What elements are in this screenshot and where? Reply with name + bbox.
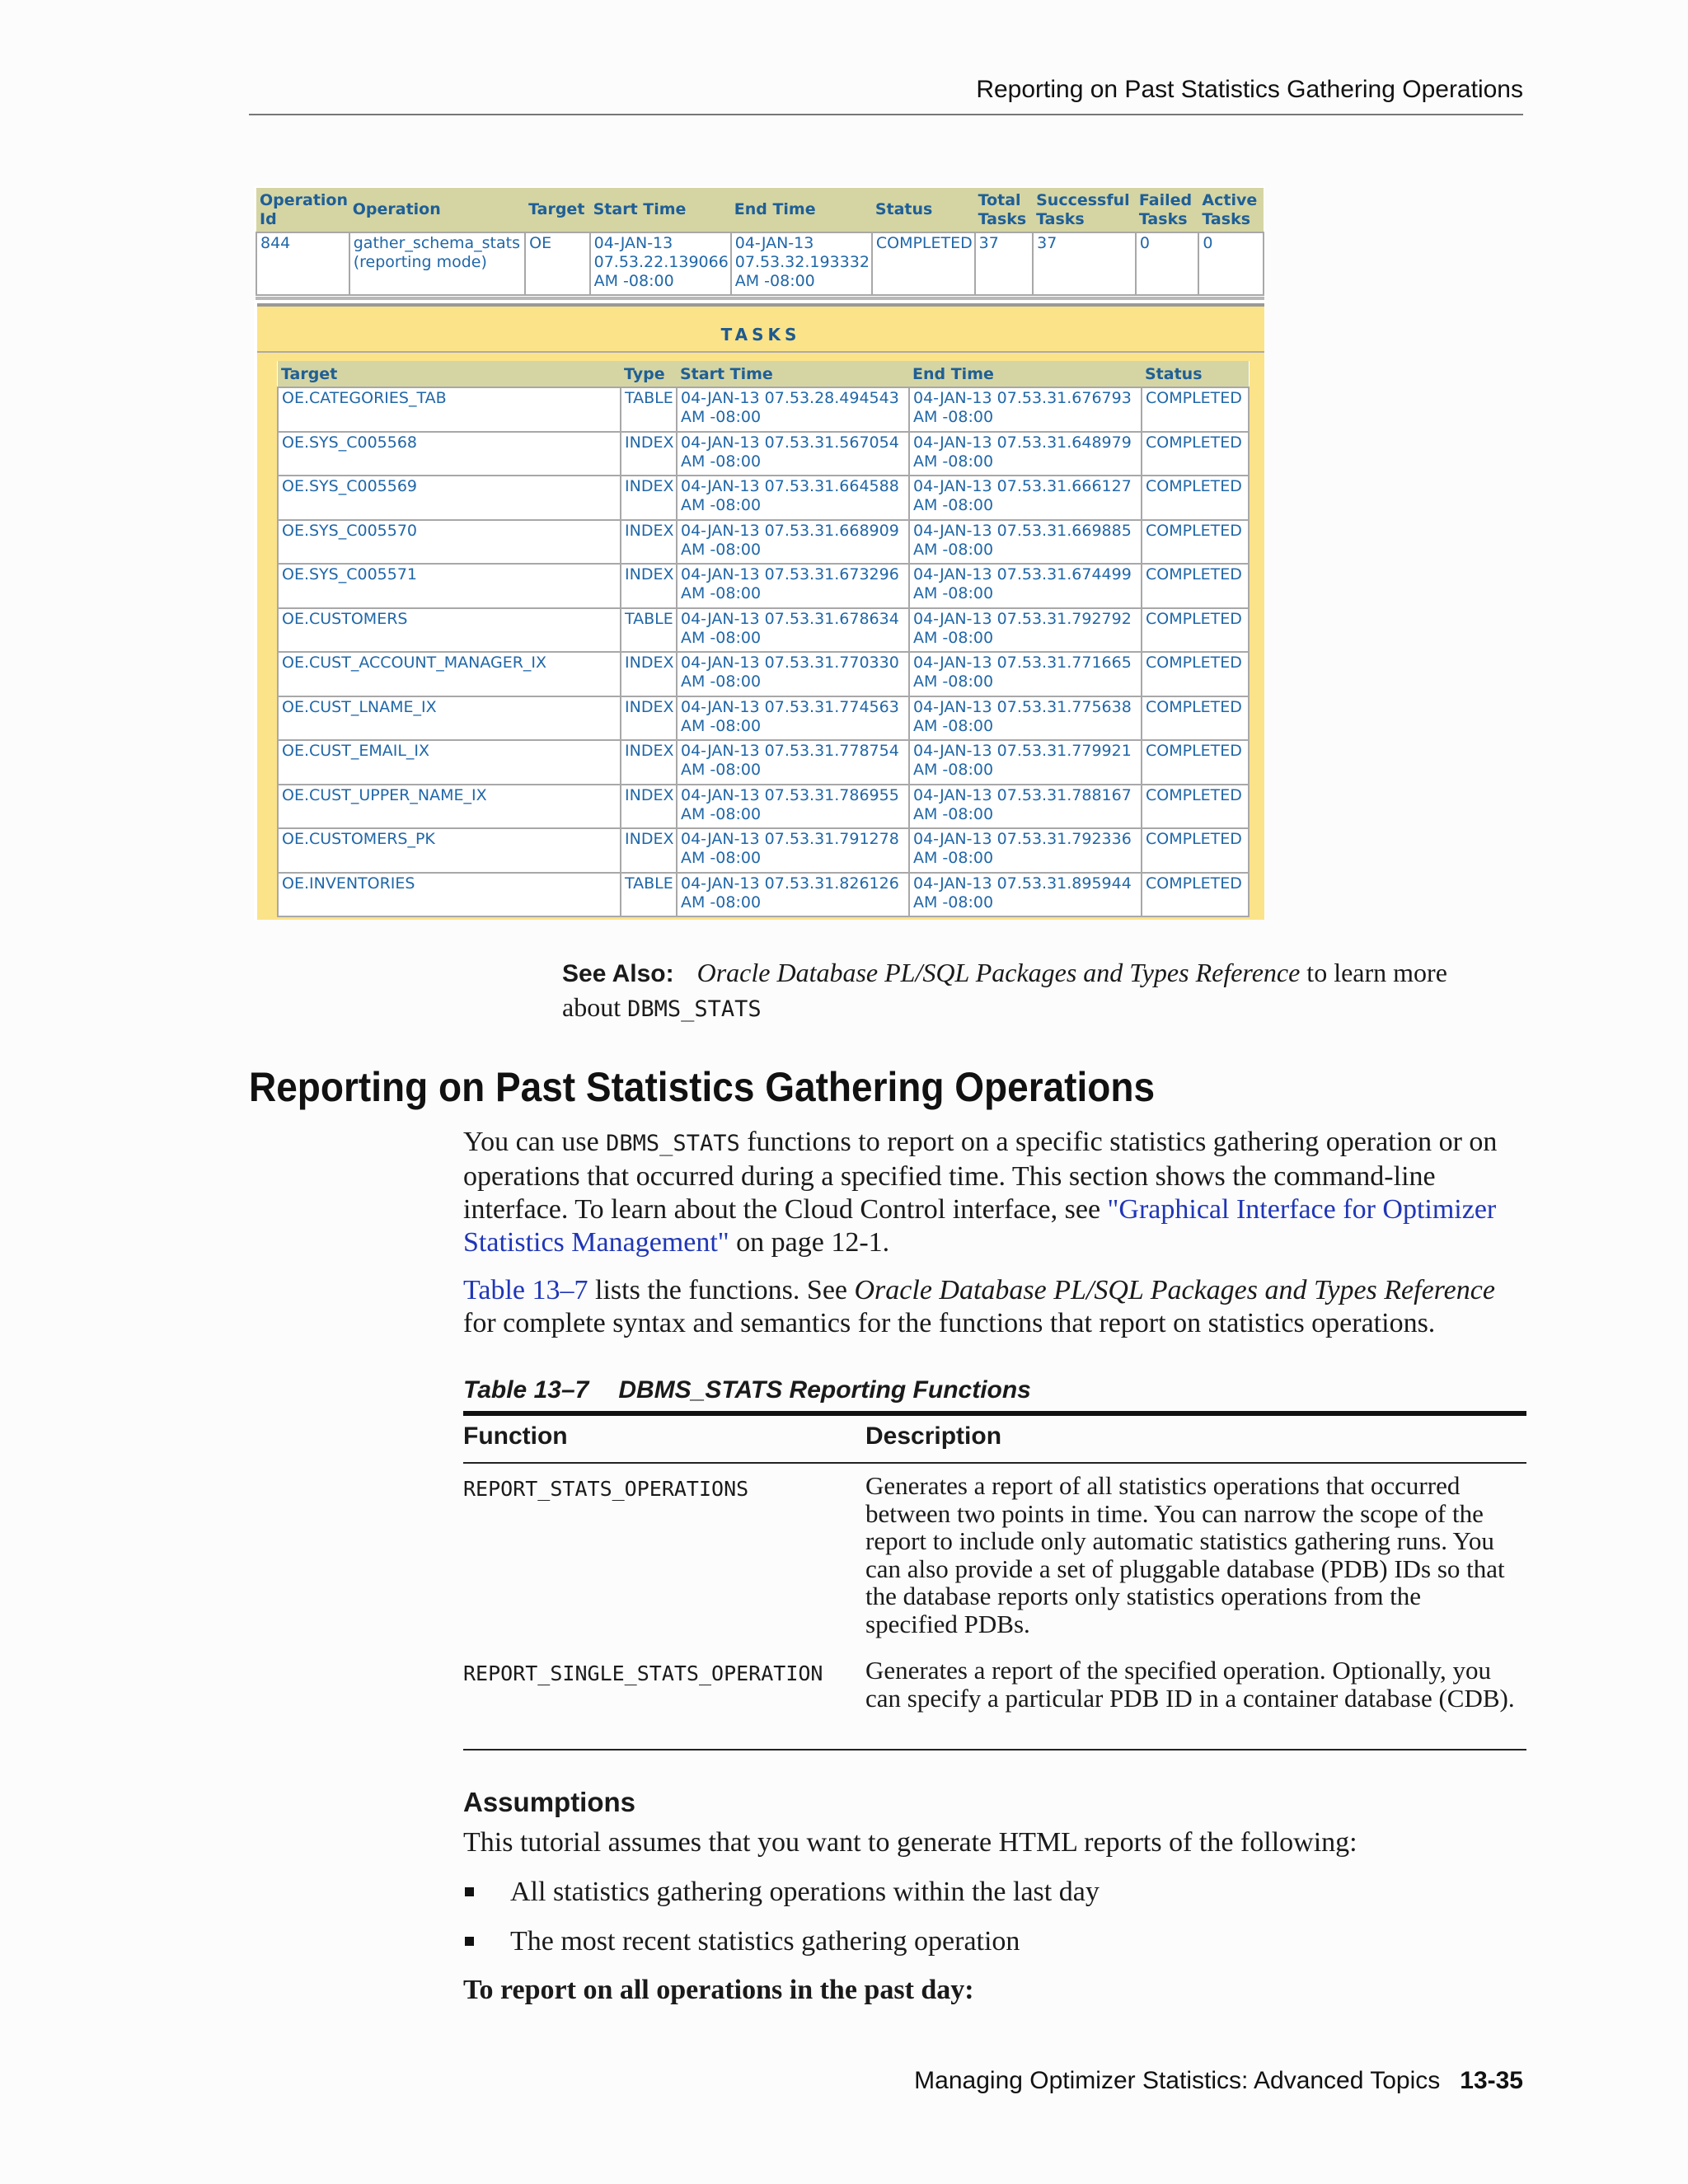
op-active: 0 [1198,232,1264,295]
functions-text-a: lists the functions. See [595,1275,847,1305]
task-type-value: INDEX [625,433,674,452]
task-target-value: OE.SYS_C005568 [282,433,418,452]
op-col-status: Status [872,188,975,232]
intro-paragraph [463,1126,1523,1259]
task-end [909,476,1142,520]
task-start [677,564,909,608]
timezone: AM -08:00 [913,893,994,912]
task-status [1142,520,1249,565]
task-target-value: OE.CATEGORIES_TAB [282,389,447,407]
task-status-value: COMPLETED [1146,389,1242,407]
task-end-value: 04-JAN-13 07.53.31.895944 [913,874,1132,893]
timezone: AM -08:00 [681,496,762,514]
task-end [909,785,1142,829]
timezone: AM -08:00 [913,452,994,471]
task-target [278,785,621,829]
timezone: AM -08:00 [681,804,762,823]
task-target [278,387,621,432]
see-also-text: to learn more about [562,958,1447,1022]
task-end [909,432,1142,476]
task-status-value: COMPLETED [1146,742,1242,760]
task-start-value: 04-JAN-13 07.53.31.567054 [681,433,899,452]
task-start-value: 04-JAN-13 07.53.31.826126 [681,874,899,893]
timezone: AM -08:00 [681,893,762,912]
task-row [278,476,1249,520]
op-operation: gather_schema_stats (reporting mode) [349,232,525,295]
task-target-value: OE.SYS_C005569 [282,477,418,495]
table-top-rule [463,1411,1526,1416]
timezone: AM -08:00 [913,584,994,602]
task-end-value: 04-JAN-13 07.53.31.792336 [913,830,1132,848]
task-end-value: 04-JAN-13 07.53.31.674499 [913,565,1132,583]
task-start-value: 04-JAN-13 07.53.31.774563 [681,697,899,716]
task-target [278,696,621,741]
task-end-value: 04-JAN-13 07.53.31.648979 [913,433,1132,452]
tasks-title: TASKS [720,325,801,344]
table-caption [463,1376,1031,1404]
table-header-rule [463,1462,1526,1464]
task-end-value: 04-JAN-13 07.53.31.666127 [913,477,1132,495]
timezone: AM -08:00 [913,716,994,735]
description-report-stats-operations: Generates a report of all statistics operations that occurred between two points in time. You can narrow the scope of the report to include only automatic statistics gathering runs. You can also provide a set of pluggable database (PDB) IDs so that the database reports only statistics operations from the specified PDBs. [865,1471,1505,1638]
task-type [621,608,677,653]
task-start-value: 04-JAN-13 07.53.31.664588 [681,477,899,495]
page-footer [249,2067,1523,2095]
task-target [278,564,621,608]
timezone: AM -08:00 [681,716,762,735]
task-status [1142,387,1249,432]
task-status-value: COMPLETED [1146,477,1242,495]
task-status [1142,608,1249,653]
task-row [278,785,1249,829]
intro-text-c: on page 12-1. [736,1227,890,1258]
see-also-note [562,956,1510,1026]
op-start: 04-JAN-13 07.53.22.139066 AM -08:00 [590,232,731,295]
timezone: AM -08:00 [681,540,762,559]
graphical-interface-link[interactable]: "Graphical Interface for Optimizer Statistics Management" [463,1194,1497,1258]
task-end [909,652,1142,696]
op-col-start: Start Time [590,188,731,232]
timezone: AM -08:00 [913,628,994,647]
task-type [621,828,677,873]
task-col-start: Start Time [677,361,909,387]
task-start-value: 04-JAN-13 07.53.31.786955 [681,785,899,804]
task-start-value: 04-JAN-13 07.53.28.494543 [681,389,899,407]
task-row [278,652,1249,696]
task-end-value: 04-JAN-13 07.53.31.771665 [913,654,1132,672]
task-start-value: 04-JAN-13 07.53.31.678634 [681,609,899,628]
bullet-item [463,1925,1020,1958]
task-row [278,387,1249,432]
task-status [1142,696,1249,741]
task-status-value: COMPLETED [1146,654,1242,672]
page-number: 13-35 [1460,2067,1523,2094]
table-header-function: Function [463,1422,568,1450]
task-end-value: 04-JAN-13 07.53.31.788167 [913,785,1132,804]
timezone: AM -08:00 [681,628,762,647]
op-id: 844 [256,232,349,295]
task-start [677,476,909,520]
bullet-item [463,1876,1100,1909]
task-start [677,740,909,785]
report-screenshot [254,186,1265,920]
timezone: AM -08:00 [913,761,994,779]
task-type [621,740,677,785]
task-target-value: OE.CUST_UPPER_NAME_IX [282,785,487,804]
running-head: Reporting on Past Statistics Gathering Operations [976,76,1523,103]
task-type-value: INDEX [625,785,674,804]
task-col-type: Type [621,361,677,387]
task-status-value: COMPLETED [1146,785,1242,804]
op-col-target: Target [525,188,590,232]
task-status [1142,740,1249,785]
see-also-code: DBMS_STATS [627,996,762,1022]
bullet-marker [465,1937,474,1946]
task-target [278,608,621,653]
task-type [621,564,677,608]
op-total: 37 [975,232,1033,295]
task-end [909,564,1142,608]
table-header-description: Description [865,1422,1002,1450]
task-target-value: OE.CUST_LNAME_IX [282,697,437,716]
task-row [278,828,1249,873]
op-col-operation: Operation [349,188,525,232]
timezone: AM -08:00 [913,540,994,559]
table-caption-title: DBMS_STATS Reporting Functions [618,1376,1031,1404]
task-status [1142,564,1249,608]
op-col-successful: Successful Tasks [1033,188,1136,232]
task-end [909,696,1142,741]
task-target [278,873,621,917]
task-col-end: End Time [909,361,1142,387]
task-status-value: COMPLETED [1146,697,1242,716]
task-status [1142,873,1249,917]
function-report-stats-operations: REPORT_STATS_OPERATIONS [463,1477,749,1501]
task-target [278,520,621,565]
task-type [621,476,677,520]
table-13-7-link[interactable]: Table 13–7 [463,1275,588,1305]
task-start [677,785,909,829]
task-end [909,520,1142,565]
op-col-total: Total Tasks [975,188,1033,232]
task-end-value: 04-JAN-13 07.53.31.775638 [913,697,1132,716]
task-row [278,873,1249,917]
intro-text-a: You can use [463,1127,599,1157]
task-status-value: COMPLETED [1146,565,1242,583]
task-end-value: 04-JAN-13 07.53.31.676793 [913,389,1132,407]
task-type-value: INDEX [625,565,674,583]
task-end [909,387,1142,432]
intro-code: DBMS_STATS [606,1131,740,1156]
tasks-panel [257,303,1264,920]
intro-text-b: functions to report on a specific statistics gathering operation or on operations that occurred during a specified time. This section shows the command-line interface. To learn about the Cloud Control interface, see [463,1127,1498,1225]
task-end [909,873,1142,917]
task-type [621,785,677,829]
task-end [909,608,1142,653]
task-type-value: TABLE [625,389,673,407]
task-type-value: TABLE [625,609,673,628]
task-start [677,828,909,873]
task-status-value: COMPLETED [1146,874,1242,893]
table-caption-number: Table 13–7 [463,1376,589,1404]
task-start [677,696,909,741]
timezone: AM -08:00 [913,496,994,514]
op-successful: 37 [1033,232,1136,295]
assumptions-heading: Assumptions [463,1787,636,1817]
task-end-value: 04-JAN-13 07.53.31.792792 [913,609,1132,628]
tasks-title-rule [257,351,1264,353]
task-target [278,432,621,476]
task-type-value: INDEX [625,654,674,672]
see-also-label: See Also: [562,960,674,987]
task-status-value: COMPLETED [1146,609,1242,628]
function-report-single-stats-operation: REPORT_SINGLE_STATS_OPERATION [463,1661,823,1685]
task-start [677,873,909,917]
see-also-ref-title: Oracle Database PL/SQL Packages and Types Reference [696,958,1301,987]
task-row [278,432,1249,476]
task-col-target: Target [278,361,621,387]
task-target-value: OE.SYS_C005570 [282,521,418,540]
timezone: AM -08:00 [913,673,994,691]
task-end-value: 04-JAN-13 07.53.31.779921 [913,742,1132,760]
task-start-value: 04-JAN-13 07.53.31.668909 [681,521,899,540]
task-start [677,432,909,476]
tasks-body [278,387,1249,916]
op-failed: 0 [1136,232,1199,295]
header-rule [249,114,1523,115]
description-report-single-stats-operation: Generates a report of the specified operation. Optionally, you can specify a particular PDB ID in a container database (CDB). [865,1656,1515,1713]
task-target-value: OE.CUSTOMERS [282,609,408,628]
task-type [621,520,677,565]
operation-divider [256,297,1264,300]
task-type [621,652,677,696]
operation-row [256,232,1264,295]
task-target-value: OE.SYS_C005571 [282,565,418,583]
task-target [278,740,621,785]
task-type [621,696,677,741]
tasks-header-row [278,361,1249,387]
task-status [1142,652,1249,696]
task-start-value: 04-JAN-13 07.53.31.791278 [681,830,899,848]
task-target-value: OE.CUSTOMERS_PK [282,830,435,848]
timezone: AM -08:00 [681,761,762,779]
task-row [278,564,1249,608]
task-row [278,608,1249,653]
bullet-marker [465,1887,474,1896]
functions-paragraph [463,1274,1523,1340]
task-status-value: COMPLETED [1146,830,1242,848]
timezone: AM -08:00 [913,804,994,823]
task-start [677,652,909,696]
timezone: AM -08:00 [913,408,994,426]
task-start [677,387,909,432]
task-status-value: COMPLETED [1146,433,1242,452]
operation-table [256,188,1264,296]
task-status [1142,432,1249,476]
operation-header-row [256,188,1264,232]
task-target-value: OE.INVENTORIES [282,874,415,893]
task-type-value: INDEX [625,521,674,540]
task-target-value: OE.CUST_EMAIL_IX [282,742,430,760]
task-row [278,740,1249,785]
op-status: COMPLETED [872,232,975,295]
task-type-value: INDEX [625,477,674,495]
footer-title: Managing Optimizer Statistics: Advanced Topics [914,2067,1441,2094]
task-start [677,608,909,653]
task-end [909,740,1142,785]
op-col-failed: Failed Tasks [1136,188,1199,232]
task-start-value: 04-JAN-13 07.53.31.770330 [681,654,899,672]
task-type-value: TABLE [625,874,673,893]
task-status [1142,785,1249,829]
task-type-value: INDEX [625,830,674,848]
task-start-value: 04-JAN-13 07.53.31.673296 [681,565,899,583]
assumptions-intro: This tutorial assumes that you want to generate HTML reports of the following: [463,1827,1357,1858]
timezone: AM -08:00 [681,408,762,426]
task-start-value: 04-JAN-13 07.53.31.778754 [681,742,899,760]
task-row [278,520,1249,565]
task-end-value: 04-JAN-13 07.53.31.669885 [913,521,1132,540]
task-start [677,520,909,565]
task-end [909,828,1142,873]
timezone: AM -08:00 [681,584,762,602]
timezone: AM -08:00 [913,849,994,867]
task-status [1142,476,1249,520]
task-status [1142,828,1249,873]
task-target [278,828,621,873]
op-col-id: Operation Id [256,188,349,232]
bullet-text: The most recent statistics gathering operation [510,1926,1020,1957]
op-col-active: Active Tasks [1198,188,1264,232]
bullet-text: All statistics gathering operations within the last day [510,1877,1100,1907]
task-type [621,387,677,432]
procedure-heading: To report on all operations in the past day: [463,1975,974,2005]
tasks-table [277,361,1250,917]
task-type [621,873,677,917]
task-status-value: COMPLETED [1146,521,1242,540]
task-type-value: INDEX [625,742,674,760]
timezone: AM -08:00 [681,452,762,471]
functions-text-b: for complete syntax and semantics for the functions that report on statistics operations. [463,1308,1436,1338]
task-row [278,696,1249,741]
task-target [278,652,621,696]
functions-ref-title: Oracle Database PL/SQL Packages and Types Reference [854,1275,1495,1305]
section-title: Reporting on Past Statistics Gathering Operations [249,1064,1156,1110]
task-target-value: OE.CUST_ACCOUNT_MANAGER_IX [282,654,547,672]
task-type-value: INDEX [625,697,674,716]
op-target: OE [525,232,590,295]
table-bottom-rule [463,1749,1526,1750]
task-col-status: Status [1142,361,1249,387]
op-end: 04-JAN-13 07.53.32.193332 AM -08:00 [731,232,872,295]
op-col-end: End Time [731,188,872,232]
timezone: AM -08:00 [681,849,762,867]
timezone: AM -08:00 [681,673,762,691]
task-type [621,432,677,476]
task-target [278,476,621,520]
